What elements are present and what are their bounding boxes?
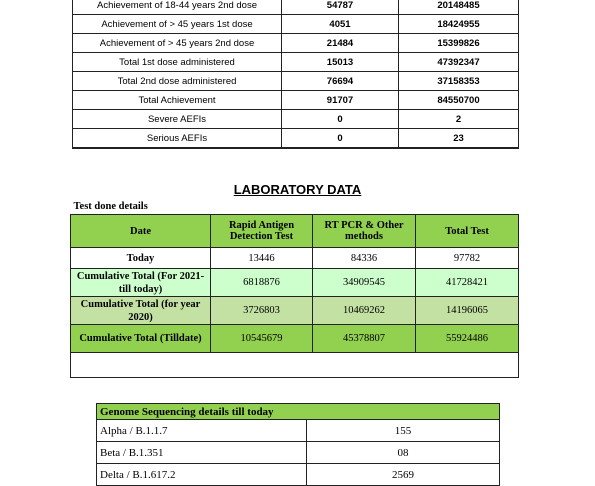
rtpcr-value: 84336	[313, 248, 416, 269]
genome-title: Genome Sequencing details till today	[97, 404, 500, 420]
rapid-value: 3726803	[211, 297, 313, 325]
cumulative-value: 20148485	[399, 0, 519, 15]
row-label: Achievement of > 45 years 2nd dose	[73, 34, 282, 53]
rtpcr-value: 45378807	[313, 325, 416, 353]
table-row	[71, 269, 519, 297]
day-value: 54787	[282, 0, 399, 15]
table-row	[71, 248, 519, 269]
row-label: Total 1st dose administered	[73, 53, 282, 72]
variant-count: 155	[307, 420, 500, 442]
header-rtpcr: RT PCR & Other methods	[313, 215, 416, 248]
rapid-value: 6818876	[211, 269, 313, 297]
header-total: Total Test	[416, 215, 519, 248]
row-label: Cumulative Total (for year 2020)	[71, 297, 211, 325]
variant-label: Delta / B.1.617.2	[97, 464, 307, 486]
table-row	[73, 34, 519, 53]
day-value: 91707	[282, 91, 399, 110]
row-label: Cumulative Total (Tilldate)	[71, 325, 211, 353]
variant-label: Beta / B.1.351	[97, 442, 307, 464]
total-value: 97782	[416, 248, 519, 269]
rtpcr-value: 10469262	[313, 297, 416, 325]
variant-count: 08	[307, 442, 500, 464]
day-value: 4051	[282, 15, 399, 34]
total-value: 55924486	[416, 325, 519, 353]
table-row	[73, 110, 519, 129]
rapid-value: 10545679	[211, 325, 313, 353]
section-label-row	[71, 199, 519, 215]
table-row	[73, 129, 519, 149]
genome-table	[96, 403, 500, 486]
cumulative-value: 37158353	[399, 72, 519, 91]
cumulative-value: 23	[399, 129, 519, 149]
header-row	[71, 215, 519, 248]
total-value: 41728421	[416, 269, 519, 297]
rtpcr-value: 34909545	[313, 269, 416, 297]
table-row	[97, 420, 500, 442]
day-value: 0	[282, 110, 399, 129]
cumulative-value: 18424955	[399, 15, 519, 34]
row-label: Total Achievement	[73, 91, 282, 110]
table-row	[97, 442, 500, 464]
section-label: Test done details	[73, 201, 148, 212]
empty-cell	[71, 353, 519, 378]
cumulative-value: 15399826	[399, 34, 519, 53]
table-row	[73, 0, 519, 15]
header-row	[97, 404, 500, 420]
total-value: 14196065	[416, 297, 519, 325]
day-value: 76694	[282, 72, 399, 91]
variant-label: Alpha / B.1.1.7	[97, 420, 307, 442]
row-label: Today	[71, 248, 211, 269]
row-label: Serious AEFIs	[73, 129, 282, 149]
day-value: 0	[282, 129, 399, 149]
table-row	[73, 53, 519, 72]
row-label: Severe AEFIs	[73, 110, 282, 129]
table-row	[73, 72, 519, 91]
table-row	[73, 15, 519, 34]
day-value: 15013	[282, 53, 399, 72]
cumulative-value: 84550700	[399, 91, 519, 110]
row-label: Achievement of 18-44 years 2nd dose	[73, 0, 282, 15]
table-row	[71, 297, 519, 325]
lab-table	[70, 199, 519, 378]
vaccination-table	[72, 0, 519, 149]
table-row	[97, 464, 500, 486]
cumulative-value: 2	[399, 110, 519, 129]
rapid-value: 13446	[211, 248, 313, 269]
day-value: 21484	[282, 34, 399, 53]
row-label: Cumulative Total (For 2021- till today)	[71, 269, 211, 297]
header-rapid: Rapid Antigen Detection Test	[211, 215, 313, 248]
row-label: Achievement of > 45 years 1st dose	[73, 15, 282, 34]
cumulative-value: 47392347	[399, 53, 519, 72]
empty-row	[71, 353, 519, 378]
row-label: Total 2nd dose administered	[73, 72, 282, 91]
lab-section-title: LABORATORY DATA	[233, 182, 362, 197]
variant-count: 2569	[307, 464, 500, 486]
table-row	[71, 325, 519, 353]
header-date: Date	[71, 215, 211, 248]
table-row	[73, 91, 519, 110]
